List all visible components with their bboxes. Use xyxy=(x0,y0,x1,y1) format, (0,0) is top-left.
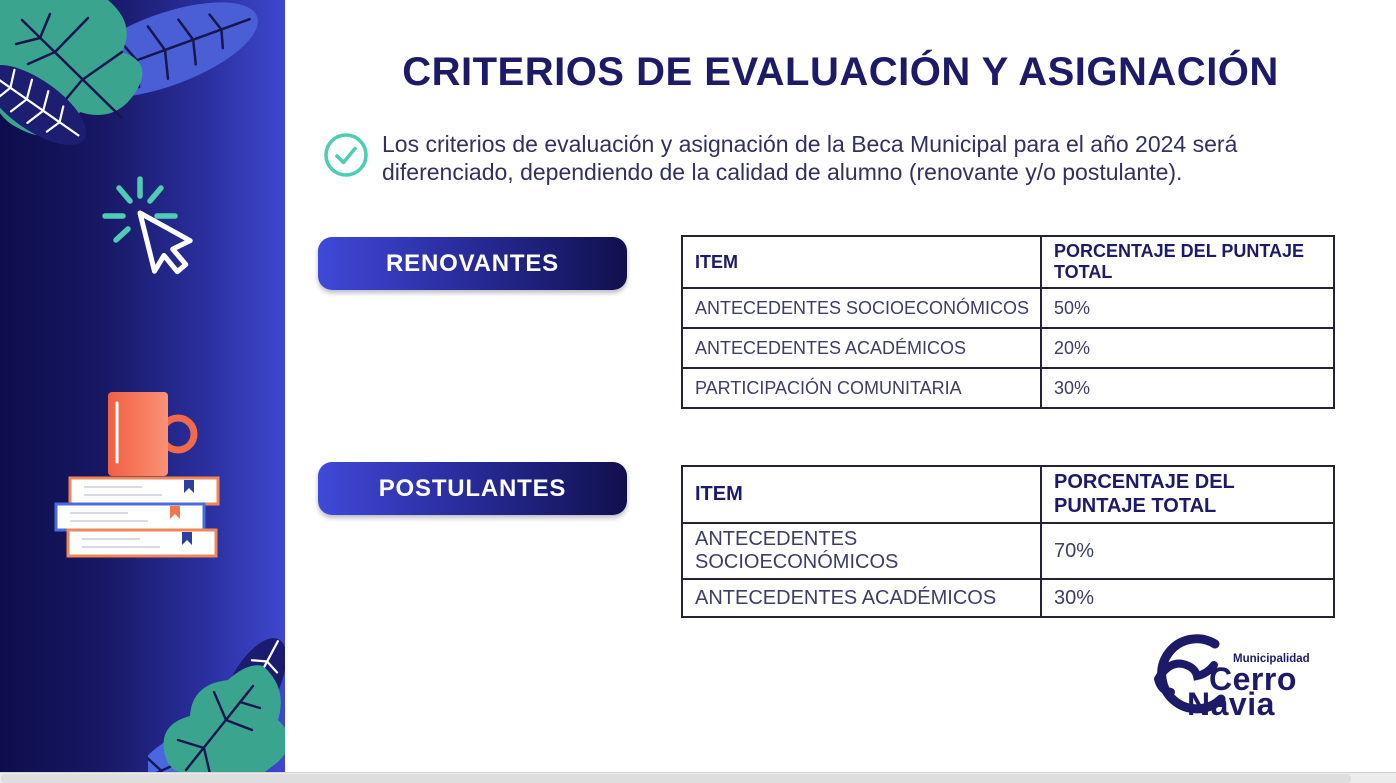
value-cell: 30% xyxy=(1041,368,1334,408)
logo-name-line1: Cerro xyxy=(1209,661,1297,697)
renovantes-table xyxy=(681,235,1335,409)
page-title: CRITERIOS DE EVALUACIÓN Y ASIGNACIÓN xyxy=(402,50,1279,94)
item-cell: PARTICIPACIÓN COMUNITARIA xyxy=(682,368,1041,408)
item-cell: ANTECEDENTES ACADÉMICOS xyxy=(682,328,1041,368)
renovantes-badge-label: RENOVANTES xyxy=(386,249,559,277)
intro-text: Los criterios de evaluación y asignación de la Beca Municipal para el año 2024 será diferenciado, dependiendo de la calidad de alumno (renovante y/o postulante). xyxy=(382,131,1238,185)
check-circle-icon xyxy=(323,132,369,178)
value-cell: 20% xyxy=(1041,328,1334,368)
postulantes-table xyxy=(681,465,1335,618)
postulantes-badge-label: POSTULANTES xyxy=(378,474,567,502)
header-cell-item: ITEM xyxy=(682,466,1041,523)
logo-name-line2: Navia xyxy=(1187,686,1275,722)
table-row xyxy=(682,368,1334,408)
slide-content-area xyxy=(285,0,1396,772)
header-cell-item: ITEM xyxy=(682,236,1041,288)
intro-block xyxy=(323,130,1333,186)
table-header-row xyxy=(682,236,1334,288)
leaves-top-illustration xyxy=(0,0,270,190)
header-cell-porcentaje: PORCENTAJE DEL PUNTAJE TOTAL xyxy=(1041,236,1334,288)
cerro-navia-logo xyxy=(1143,628,1343,733)
table-row xyxy=(682,579,1334,617)
table-row xyxy=(682,288,1334,328)
value-cell: 50% xyxy=(1041,288,1334,328)
table-header-row xyxy=(682,466,1334,523)
item-cell: ANTECEDENTES ACADÉMICOS xyxy=(682,579,1041,617)
logo-municipality-label: Municipalidad xyxy=(1233,653,1310,665)
item-cell: ANTECEDENTES SOCIOECONÓMICOS xyxy=(682,523,1041,579)
value-cell: 30% xyxy=(1041,579,1334,617)
table-row xyxy=(682,328,1334,368)
mug-on-books-illustration xyxy=(50,390,250,570)
value-cell: 70% xyxy=(1041,523,1334,579)
leaves-bottom-illustration xyxy=(148,628,285,772)
click-cursor-icon xyxy=(95,165,195,283)
header-cell-porcentaje: PORCENTAJE DEL PUNTAJE TOTAL xyxy=(1041,466,1334,523)
horizontal-scrollbar-thumb[interactable] xyxy=(1,774,1351,783)
renovantes-badge xyxy=(318,237,627,290)
horizontal-scrollbar[interactable] xyxy=(0,772,1396,783)
postulantes-badge xyxy=(318,462,627,515)
table-row xyxy=(682,523,1334,579)
left-sidebar-panel xyxy=(0,0,285,772)
item-cell: ANTECEDENTES SOCIOECONÓMICOS xyxy=(682,288,1041,328)
